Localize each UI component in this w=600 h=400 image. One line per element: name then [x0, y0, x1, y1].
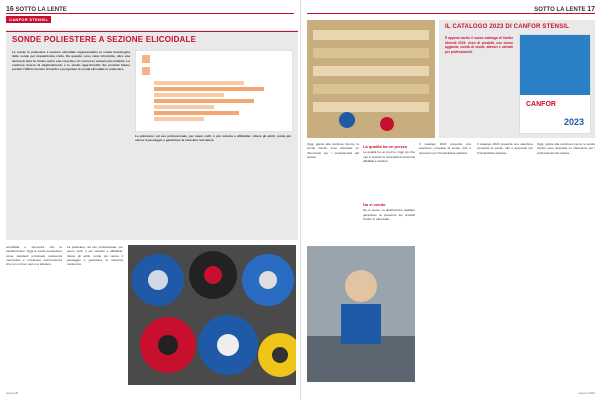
body-text: La poliestere, ad uso professionale, per opere civili, è più robusta e affidabile: riduce gli attriti, rende più veloce il passaggio e garantisce la massima resistenza.	[135, 134, 291, 143]
footer-right: agosto 2023	[578, 391, 595, 395]
page-number: 17	[587, 6, 595, 13]
chart-bar	[154, 81, 244, 85]
warehouse-illustration	[307, 20, 435, 138]
catalog-cover	[519, 34, 591, 134]
catalog-year: 2023	[563, 117, 584, 127]
body-text: Oggi, grazie alla continua ricerca, le sonde Canfor sono diventate un riferimento per i professionisti del settore.	[537, 142, 595, 155]
catalog-description: È appena uscito il nuovo catalogo di Canfor Utensili 2023: ricco di prodotti, con nuove aggiunte, novità di sonde, attrezzi e utensili per professionisti.	[445, 36, 513, 54]
article-intro	[12, 50, 130, 180]
chart-bar	[154, 99, 254, 103]
catalog-cover-image	[520, 35, 590, 95]
body-text: La poliestere, ad uso professionale, per opere civili, è più robusta e affidabile: riduce gli attriti, rende più veloce il passaggio e garantisce la massima resistenza.	[67, 245, 123, 267]
subhead: La qualità ha un prezzo	[363, 144, 408, 149]
staff-photo	[307, 246, 415, 382]
catalog-text	[445, 36, 513, 134]
body-text: Il catalogo 2023 presenta una selezione completa di sonde, tubi e accessori per l'impiantistica elettrica.	[477, 142, 533, 155]
chart-bar	[154, 111, 239, 115]
spools-photo	[128, 245, 296, 385]
right-page	[300, 0, 600, 400]
header-rule	[6, 13, 294, 14]
chart-box	[135, 50, 293, 132]
panel-rule	[6, 31, 298, 32]
article-col-right	[135, 134, 291, 234]
page-folio-left	[6, 6, 67, 13]
subhead: Da vi vendo	[363, 202, 386, 207]
lower-col-2	[67, 245, 123, 385]
article-title: SONDE POLIESTERE A SEZIONE ELICOIDALE	[12, 35, 197, 44]
staff-illustration	[307, 246, 415, 382]
chart-bar	[154, 93, 224, 97]
running-head: SOTTO LA LENTE	[15, 7, 67, 13]
page-number: 16	[6, 6, 14, 13]
spools-illustration	[128, 245, 296, 385]
running-head: SOTTO LA LENTE	[534, 7, 586, 13]
body-text: Il catalogo 2023 presenta una selezione completa di sonde, tubi e accessori per l'impiantistica elettrica.	[419, 142, 471, 155]
chart-swatch	[142, 67, 150, 75]
body-text: Oggi, grazie alla continua ricerca, le sonde Canfor sono diventate un riferimento per i professionisti del settore.	[307, 142, 359, 159]
right-col-1	[307, 142, 359, 242]
warehouse-photo	[307, 20, 435, 138]
section-tag: CANFOR STENSIL	[6, 16, 51, 23]
header-rule	[307, 13, 595, 14]
catalog-title: IL CATALOGO 2023 DI CANFOR STENSIL	[445, 24, 570, 30]
right-col-2b	[363, 200, 415, 240]
body-text: sensibilità e sicurezza che le caratterizzano. Oggi le sonde possiedono come standard un'elevata resistenza meccanica e un'elevata scorrevolezza che non rovina i cavi e le tubature.	[6, 245, 62, 267]
page-folio-right	[534, 6, 595, 13]
body-text: La qualità ha un prezzo. Oggi più che mai si avverte la necessità di strumenti affidabili e duraturi.	[363, 150, 415, 163]
chart-bar	[154, 105, 214, 109]
chart-swatch	[142, 55, 150, 63]
footer-left: www.edit	[6, 391, 19, 395]
body-text: Da vi vendo. La distribuzione capillare garantisce la presenza dei prodotti Canfor in tutta Italia.	[363, 208, 415, 221]
right-col-3	[419, 142, 471, 382]
catalog-brand: CANFOR	[526, 101, 556, 108]
lower-col-1	[6, 245, 62, 385]
right-col-5	[537, 142, 595, 382]
chart-bar	[154, 87, 264, 91]
intro-text: Le sonde in poliestere a sezione elicoidale rappresentano la svolta tecnologica delle sonde per impiantistica civile. Da quando sono state introdotte, oltre una decina di anni fa, hanno avuto una crescita e un successo sempre più evidente. La continua ricerca di miglioramento e lo studio approfondito dei prodotti hanno portato l'ufficio tecnico di Canfor a progettare la sonda elicoidale in poliestere.	[12, 50, 130, 72]
chart-bar	[154, 117, 204, 121]
right-col-4	[477, 142, 533, 382]
